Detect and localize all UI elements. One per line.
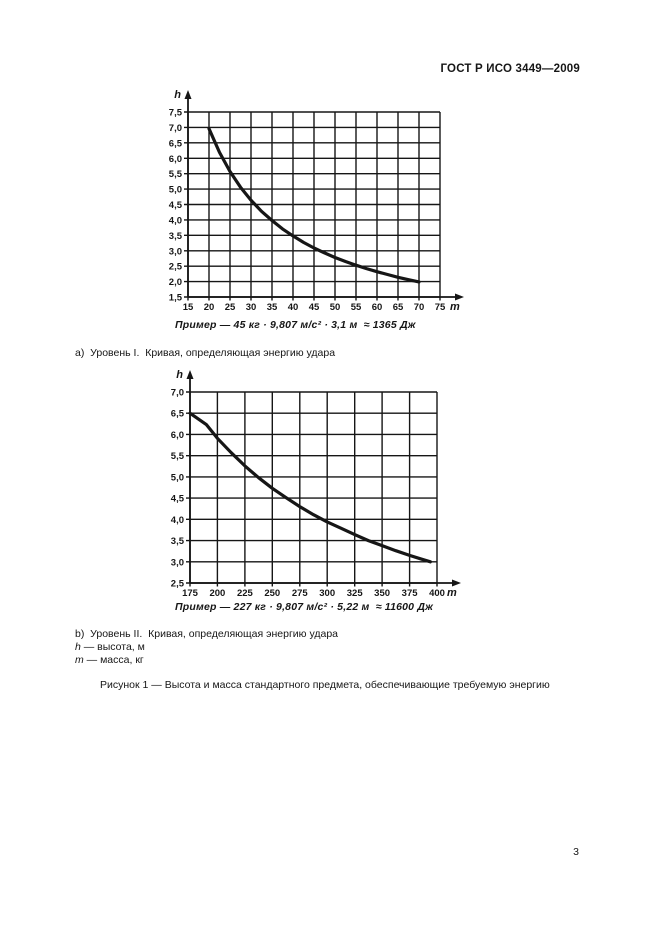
y-tick-label: 5,0	[168, 184, 182, 196]
x-tick-label: 225	[236, 588, 253, 599]
y-tick-label: 2,5	[170, 578, 184, 590]
y-tick-label: 6,0	[170, 429, 184, 441]
x-tick-label: 60	[371, 302, 383, 313]
document-header: ГОСТ Р ИСО 3449—2009	[440, 63, 580, 75]
x-axis-arrow-icon	[452, 580, 461, 587]
item-a-label: a) Уровень I. Кривая, определяющая энергию удара	[75, 347, 336, 359]
y-tick-label: 6,0	[168, 153, 182, 165]
x-axis-label: m	[447, 587, 457, 599]
y-axis-arrow-icon	[185, 90, 192, 99]
x-tick-label: 200	[209, 588, 226, 599]
level-2-example-caption: Пример — 227 кг · 9,807 м/с² · 5,22 м ≈ 11600 Дж	[175, 601, 434, 613]
y-tick-label: 7,0	[168, 122, 182, 134]
figure-caption: Рисунок 1 — Высота и масса стандартного предмета, обеспечивающие требуемую энергию	[100, 679, 550, 691]
y-axis-label: h	[176, 369, 183, 381]
x-tick-label: 20	[203, 302, 215, 313]
y-axis-label: h	[174, 89, 181, 101]
x-tick-label: 30	[245, 302, 257, 313]
grid-lines	[186, 392, 437, 587]
y-tick-label: 3,5	[168, 230, 182, 242]
grid-lines	[184, 112, 440, 301]
x-tick-label: 300	[319, 588, 336, 599]
x-tick-label: 65	[392, 302, 404, 313]
x-tick-label: 325	[346, 588, 363, 599]
y-tick-label: 5,5	[170, 451, 184, 463]
x-axis-label: m	[450, 301, 460, 313]
y-tick-label: 4,5	[170, 493, 184, 505]
y-tick-label: 3,0	[170, 557, 184, 569]
impact-energy-curve-level-2	[190, 413, 430, 562]
legend-height	[75, 641, 145, 653]
x-tick-label: 175	[182, 588, 198, 599]
y-tick-label: 4,5	[168, 200, 182, 211]
y-tick-label: 7,0	[170, 387, 184, 399]
legend-mass	[75, 654, 144, 666]
legend-height-symbol: h	[75, 641, 81, 653]
x-tick-label: 40	[287, 302, 299, 313]
y-axis-arrow-icon	[187, 370, 194, 379]
level-2-chart	[150, 368, 470, 600]
y-tick-label: 4,0	[168, 215, 182, 227]
y-tick-label: 5,0	[170, 472, 184, 484]
x-tick-label: 250	[264, 588, 281, 599]
y-tick-label: 3,0	[168, 246, 182, 258]
y-tick-label: 3,5	[170, 536, 184, 548]
x-tick-label: 35	[266, 302, 278, 313]
level-1-chart	[150, 85, 470, 317]
y-tick-label: 7,5	[168, 107, 182, 119]
item-b-label: b) Уровень II. Кривая, определяющая энергию удара	[75, 628, 338, 640]
x-tick-label: 275	[291, 588, 308, 599]
legend-mass-symbol: m	[75, 654, 84, 666]
x-tick-label: 45	[308, 302, 320, 313]
y-tick-label: 6,5	[170, 408, 184, 420]
y-tick-label: 6,5	[168, 138, 182, 150]
x-tick-label: 70	[413, 302, 425, 313]
level-1-example-caption: Пример — 45 кг · 9,807 м/с² · 3,1 м ≈ 1365 Дж	[175, 319, 416, 331]
x-tick-label: 400	[429, 588, 445, 599]
legend-height-text: — высота, м	[80, 641, 145, 653]
y-tick-label: 2,5	[168, 261, 182, 273]
x-tick-label: 350	[374, 588, 391, 599]
y-tick-label: 1,5	[168, 292, 182, 304]
axis-lines	[190, 378, 453, 583]
legend-mass-text: — масса, кг	[83, 654, 144, 666]
y-tick-label: 2,0	[168, 277, 182, 289]
x-tick-label: 55	[350, 302, 362, 313]
x-tick-label: 75	[434, 302, 446, 313]
x-tick-label: 15	[182, 302, 194, 313]
y-tick-label: 4,0	[170, 514, 184, 526]
x-axis-arrow-icon	[455, 294, 464, 301]
x-tick-label: 50	[329, 302, 341, 313]
page-number: 3	[573, 846, 579, 858]
y-tick-label: 5,5	[168, 169, 182, 181]
x-tick-label: 25	[224, 302, 236, 313]
x-tick-label: 375	[401, 588, 418, 599]
